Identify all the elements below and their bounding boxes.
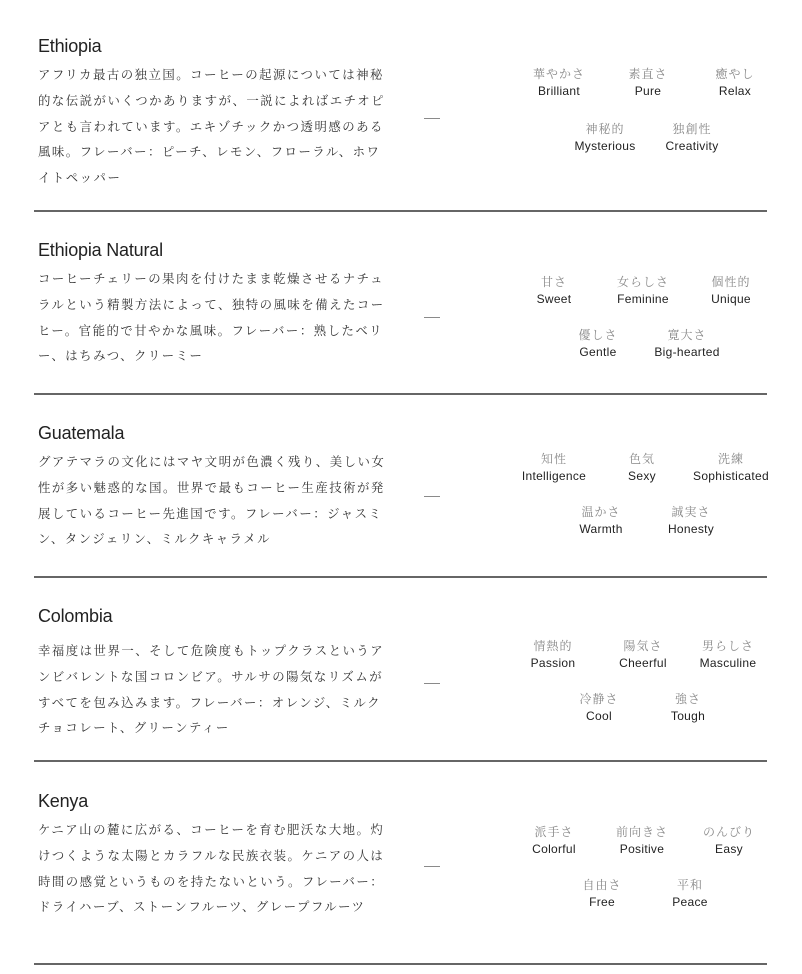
trait-en: Peace bbox=[672, 895, 708, 909]
coffee-entry-ethiopia bbox=[34, 0, 767, 212]
coffee-name: Colombia bbox=[38, 606, 113, 626]
trait-item bbox=[636, 504, 746, 538]
trait-jp: 強さ bbox=[674, 692, 701, 706]
trait-en: Positive bbox=[619, 842, 665, 856]
coffee-name: Guatemala bbox=[38, 423, 125, 443]
trait-jp: 華やかさ bbox=[532, 67, 585, 81]
trait-jp: 派手さ bbox=[534, 825, 574, 839]
coffee-entry-kenya bbox=[34, 762, 767, 965]
trait-en: Cheerful bbox=[619, 656, 667, 670]
trait-item bbox=[674, 824, 784, 858]
coffee-entry-colombia bbox=[34, 578, 767, 762]
trait-jp: 誠実さ bbox=[671, 505, 711, 519]
trait-jp: 情熱的 bbox=[533, 639, 573, 653]
trait-en: Brilliant bbox=[537, 84, 581, 98]
coffee-entry-ethiopia-natural bbox=[34, 212, 767, 395]
coffee-info bbox=[38, 238, 388, 369]
trait-item bbox=[680, 66, 790, 100]
trait-jp: 個性的 bbox=[711, 275, 751, 289]
trait-en: Intelligence bbox=[521, 469, 587, 483]
trait-en: Sexy bbox=[628, 469, 656, 483]
trait-jp: 自由さ bbox=[582, 878, 622, 892]
trait-en: Warmth bbox=[579, 522, 623, 536]
coffee-name: Kenya bbox=[38, 791, 89, 811]
trait-en: Masculine bbox=[699, 656, 757, 670]
dash-divider bbox=[424, 683, 440, 684]
coffee-list bbox=[34, 0, 767, 965]
trait-item bbox=[676, 274, 786, 308]
trait-jp: 平和 bbox=[676, 878, 703, 892]
coffee-name: Ethiopia Natural bbox=[38, 240, 163, 260]
trait-en: Colorful bbox=[532, 842, 576, 856]
trait-en: Free bbox=[589, 895, 615, 909]
trait-jp: 寛大さ bbox=[667, 328, 707, 342]
trait-jp: 温かさ bbox=[581, 505, 621, 519]
coffee-name: Ethiopia bbox=[38, 36, 102, 56]
trait-jp: 女らしさ bbox=[616, 275, 669, 289]
coffee-info bbox=[38, 604, 388, 741]
trait-jp: のんびり bbox=[702, 825, 755, 839]
trait-jp: 洗練 bbox=[717, 452, 744, 466]
coffee-info bbox=[38, 34, 388, 191]
coffee-description: アフリカ最古の独立国。コーヒーの起源については神秘的な伝説がいくつかありますが、一説によればエチオピアとも言われています。エキゾチックかつ透明感のある風味。フレーバー：ピーチ、レモン、フローラル、ホワイトペッパー bbox=[38, 67, 386, 186]
trait-en: Unique bbox=[711, 292, 751, 306]
trait-en: Pure bbox=[634, 84, 662, 98]
trait-en: Cool bbox=[586, 709, 612, 723]
trait-en: Sweet bbox=[536, 292, 572, 306]
trait-en: Gentle bbox=[579, 345, 617, 359]
trait-jp: 素直さ bbox=[628, 67, 668, 81]
trait-en: Tough bbox=[670, 709, 706, 723]
trait-en: Passion bbox=[530, 656, 576, 670]
trait-item bbox=[637, 121, 747, 155]
dash-divider bbox=[424, 317, 440, 318]
trait-jp: 神秘的 bbox=[585, 122, 625, 136]
trait-en: Honesty bbox=[667, 522, 715, 536]
trait-jp: 甘さ bbox=[540, 275, 567, 289]
trait-jp: 癒やし bbox=[715, 67, 755, 81]
dash-divider bbox=[424, 118, 440, 119]
coffee-info bbox=[38, 421, 388, 552]
trait-en: Feminine bbox=[617, 292, 669, 306]
dash-divider bbox=[424, 866, 440, 867]
trait-item bbox=[633, 691, 743, 725]
trait-en: Mysterious bbox=[574, 139, 636, 153]
trait-en: Relax bbox=[718, 84, 752, 98]
trait-jp: 前向きさ bbox=[615, 825, 668, 839]
coffee-description: ケニア山の麓に広がる、コーヒーを育む肥沃な大地。灼けつくような太陽とカラフルな民族衣装。ケニアの人は時間の感覚というものを持たないという。フレーバー：ドライハーブ、ストーンフルーツ、グレープフルーツ bbox=[38, 822, 385, 915]
trait-en: Creativity bbox=[665, 139, 719, 153]
trait-jp: 色気 bbox=[628, 452, 655, 466]
trait-item bbox=[676, 451, 786, 485]
trait-item bbox=[635, 877, 745, 911]
trait-item bbox=[632, 327, 742, 361]
trait-item bbox=[673, 638, 783, 672]
coffee-description: 幸福度は世界一、そして危険度もトップクラスというアンビバレントな国コロンビア。サルサの陽気なリズムがすべてを包み込みます。フレーバー：オレンジ、ミルクチョコレート、グリーンティー bbox=[38, 643, 385, 736]
trait-jp: 優しさ bbox=[578, 328, 618, 342]
trait-jp: 男らしさ bbox=[701, 639, 754, 653]
coffee-info bbox=[38, 789, 388, 920]
trait-jp: 知性 bbox=[540, 452, 567, 466]
coffee-entry-guatemala bbox=[34, 395, 767, 578]
trait-jp: 独創性 bbox=[672, 122, 712, 136]
trait-jp: 冷静さ bbox=[579, 692, 619, 706]
coffee-description: グアテマラの文化にはマヤ文明が色濃く残り、美しい女性が多い魅惑的な国。世界で最もコーヒー生産技術が発展しているコーヒー先進国です。フレーバー：ジャスミン、タンジェリン、ミルクキャラメル bbox=[38, 454, 386, 547]
coffee-description: コーヒーチェリーの果肉を付けたまま乾燥させるナチュラルという精製方法によって、独特の風味を備えたコーヒー。官能的で甘やかな風味。フレーバー：熟したベリー、はちみつ、クリーミー bbox=[38, 271, 385, 364]
trait-en: Easy bbox=[715, 842, 743, 856]
trait-en: Big-hearted bbox=[654, 345, 720, 359]
dash-divider bbox=[424, 496, 440, 497]
trait-en: Sophisticated bbox=[693, 469, 769, 483]
trait-jp: 陽気さ bbox=[623, 639, 663, 653]
